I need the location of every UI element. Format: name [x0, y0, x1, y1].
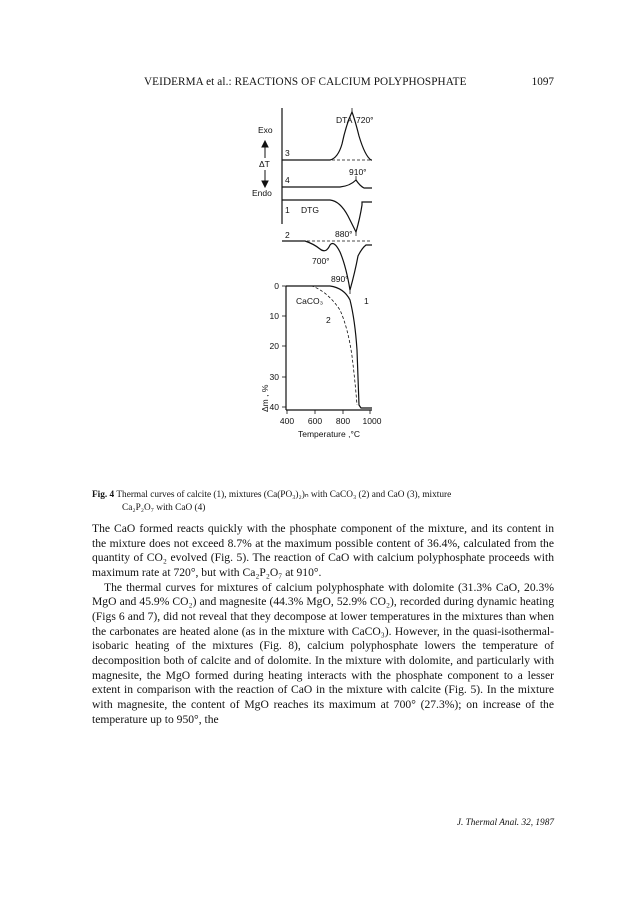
figure-caption — [92, 489, 554, 515]
paragraph-2: The thermal curves for mixtures of calcium polyphosphate with dolomite (31.3% CaO, 20.3% MgO and 45.9% CO₂) and magnesite (44.3% MgO, 52.9% CO₂), recorded during dynamic heating (Figs 6 and 7), did not reveal that they decompose at lower temperatures in the mixtures than when the carbonates are heated alone (as in the mixture with CaCO₃). However, in the quasi-isothermal-isobaric heating of the mixtures (Fig. 8), calcium polyphosphate lowers the temperature of decomposition both of calcite and of dolomite. In the mixture with dolomite, and particularly with magnesite, the MgO formed during heating interacts with the phosphate component to a lesser extent in comparison with the reaction of CaO in the mixture with calcite (Fig. 5). In the mixture with magnesite, the content of MgO reaches its maximum at 700° (27.3%); on increase of the temperature up to 950°, the — [92, 580, 554, 726]
annotation-720: 720° — [356, 115, 374, 125]
exo-label: Exo — [258, 125, 273, 135]
curve-1-tg-label: 1 — [364, 296, 369, 306]
exo-arrow-head — [262, 141, 268, 147]
dtg-curve-1 — [282, 200, 372, 232]
dta-curve-4 — [282, 180, 372, 188]
y-tick-40: 40 — [269, 402, 279, 412]
curve-1-dtg-label: 1 — [285, 205, 290, 215]
x-tick-800: 800 — [335, 416, 351, 426]
annotation-700: 700° — [312, 256, 330, 266]
figure-label: Fig. 4 — [92, 490, 115, 500]
caption-line-2: Ca₂P₂O₇ with CaO (4) — [122, 503, 206, 513]
y-tick-0: 0 — [274, 281, 279, 291]
journal-footer: J. Thermal Anal. 32, 1987 — [456, 818, 554, 828]
y-tick-10: 10 — [269, 311, 279, 321]
x-tick-400: 400 — [279, 416, 295, 426]
annotation-890: 890° — [331, 274, 349, 284]
y-axis-label: Δm , % — [260, 384, 270, 412]
x-tick-600: 600 — [307, 416, 323, 426]
annotation-910: 910° — [349, 167, 367, 177]
curve-2-dtg-label: 2 — [285, 230, 290, 240]
running-title: VEIDERMA et al.: REACTIONS OF CALCIUM POLYPHOSPHATE — [144, 76, 467, 88]
dta-label: DTA — [336, 115, 353, 125]
body-text — [92, 522, 554, 727]
curve-2-tg-label: 2 — [326, 315, 331, 325]
x-tick-1000: 1000 — [362, 416, 382, 426]
annotation-880: 880° — [335, 229, 353, 239]
caco3-label: CaCO₃ — [296, 296, 324, 306]
y-tick-30: 30 — [269, 372, 279, 382]
x-axis-label: Temperature ,°C — [298, 429, 360, 439]
delta-t-label: ΔT — [259, 159, 270, 169]
curve-4-label: 4 — [285, 175, 290, 185]
endo-arrow-head — [262, 181, 268, 187]
y-tick-20: 20 — [269, 341, 279, 351]
caption-line-1: Thermal curves of calcite (1), mixtures (Ca(PO₃)₂)ₙ with CaCO₃ (2) and CaO (3), mixture — [116, 490, 452, 500]
paragraph-1: The CaO formed reacts quickly with the phosphate component of the mixture, and its content in the mixture does not exceed 8.7% at the maximum possible content of 36.4%, calculated from the quantity of CO₂ evolved (Fig. 5). The reaction of CaO with calcium polyphosphate proceeds with maximum rate at 720°, but with Ca₂P₂O₇ at 910°. — [92, 522, 554, 579]
page-number: 1097 — [531, 76, 554, 88]
curve-3-label: 3 — [285, 148, 290, 158]
endo-label: Endo — [252, 188, 272, 198]
dtg-label: DTG — [301, 205, 319, 215]
